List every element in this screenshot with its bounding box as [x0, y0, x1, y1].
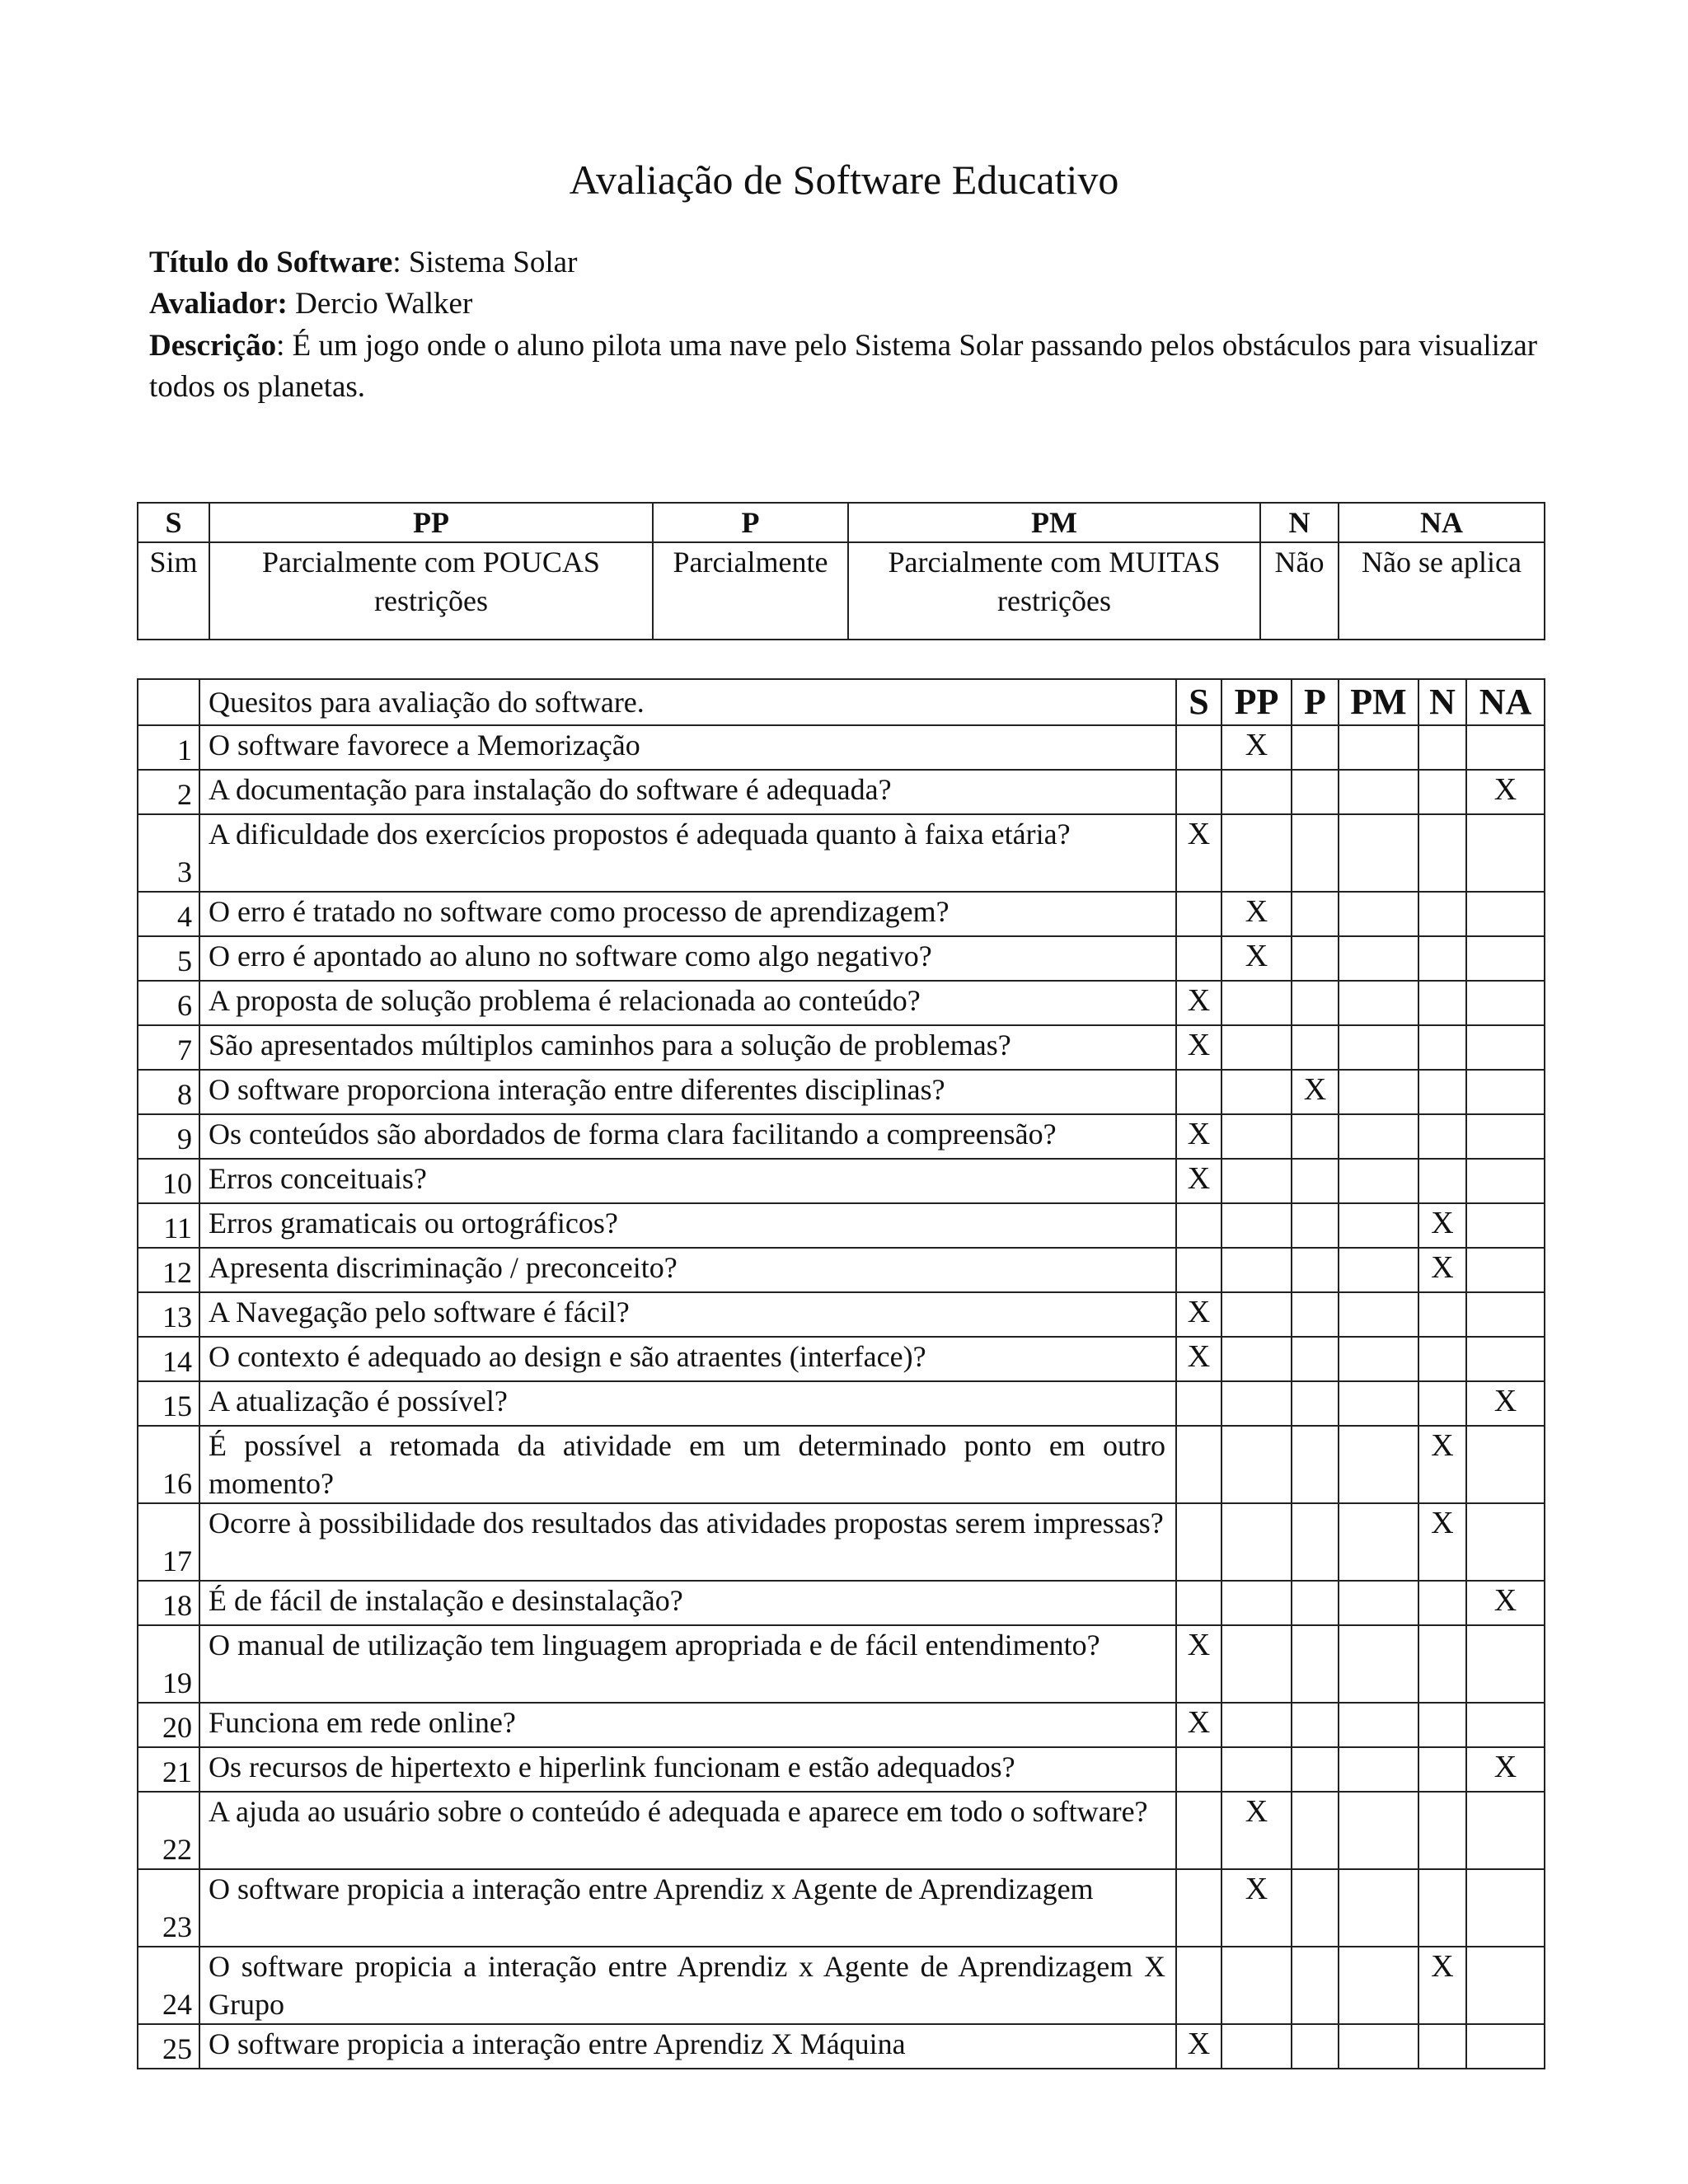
- software-title-label: Título do Software: [149, 246, 393, 279]
- item-number: 17: [138, 1503, 199, 1581]
- rating-cell-pp: [1221, 1381, 1292, 1426]
- rating-cell-p: [1292, 1159, 1339, 1203]
- software-title-value: : Sistema Solar: [392, 246, 578, 279]
- rating-cell-pm: [1339, 1869, 1418, 1947]
- legend-codes-row: [138, 503, 1545, 542]
- rating-cell-pm: [1339, 1292, 1418, 1337]
- rating-cell-pm: [1339, 1114, 1418, 1159]
- legend-code: N: [1260, 503, 1339, 542]
- rating-cell-na: X: [1466, 1581, 1545, 1625]
- rating-cell-s: X: [1176, 981, 1221, 1025]
- rating-cell-n: X: [1418, 1947, 1466, 2024]
- software-title-line: [149, 242, 1550, 284]
- rating-cell-pm: [1339, 1159, 1418, 1203]
- item-question: A documentação para instalação do software é adequada?: [199, 770, 1176, 814]
- rating-cell-pp: [1221, 1625, 1292, 1703]
- column-header: P: [1292, 679, 1339, 725]
- item-number: 24: [138, 1947, 199, 2024]
- item-question: O software propicia a interação entre Aprendiz x Agente de Aprendizagem X Grupo: [199, 1947, 1176, 2024]
- rating-cell-pp: [1221, 1248, 1292, 1292]
- rating-cell-pp: X: [1221, 1869, 1292, 1947]
- table-row: [138, 1869, 1545, 1947]
- rating-cell-pm: [1339, 1203, 1418, 1248]
- rating-cell-n: X: [1418, 1503, 1466, 1581]
- rating-cell-pp: X: [1221, 936, 1292, 981]
- legend-code: S: [138, 503, 209, 542]
- item-number: 21: [138, 1747, 199, 1792]
- rating-cell-n: [1418, 981, 1466, 1025]
- rating-cell-p: [1292, 1337, 1339, 1381]
- table-row: [138, 981, 1545, 1025]
- item-question: É de fácil de instalação e desinstalação?: [199, 1581, 1176, 1625]
- rating-cell-pp: [1221, 770, 1292, 814]
- rating-cell-pm: [1339, 1747, 1418, 1792]
- item-question: A proposta de solução problema é relacionada ao conteúdo?: [199, 981, 1176, 1025]
- legend-meanings-row: [138, 542, 1545, 640]
- rating-cell-s: X: [1176, 2024, 1221, 2069]
- rating-cell-p: [1292, 1503, 1339, 1581]
- item-number: 18: [138, 1581, 199, 1625]
- item-number: 9: [138, 1114, 199, 1159]
- table-row: [138, 725, 1545, 770]
- rating-cell-n: [1418, 1114, 1466, 1159]
- rating-cell-s: [1176, 1747, 1221, 1792]
- rating-cell-pm: [1339, 1337, 1418, 1381]
- rating-cell-na: [1466, 2024, 1545, 2069]
- item-number: 11: [138, 1203, 199, 1248]
- description-label: Descrição: [149, 329, 277, 363]
- table-row: [138, 936, 1545, 981]
- item-number: 4: [138, 892, 199, 936]
- rating-cell-pm: [1339, 1070, 1418, 1114]
- rating-cell-pp: [1221, 1703, 1292, 1747]
- legend-meaning: Parcialmente: [653, 542, 848, 640]
- rating-cell-na: [1466, 892, 1545, 936]
- rating-cell-pm: [1339, 1792, 1418, 1869]
- rating-cell-s: X: [1176, 1025, 1221, 1070]
- evaluator-line: [149, 284, 1550, 325]
- table-row: [138, 1947, 1545, 2024]
- rating-cell-s: X: [1176, 1114, 1221, 1159]
- item-number: 3: [138, 814, 199, 892]
- rating-cell-n: [1418, 892, 1466, 936]
- rating-cell-pp: [1221, 1947, 1292, 2024]
- rating-cell-pm: [1339, 1947, 1418, 2024]
- rating-cell-na: [1466, 1947, 1545, 2024]
- evaluation-header-row: [138, 679, 1545, 725]
- rating-cell-pp: [1221, 1581, 1292, 1625]
- rating-cell-na: X: [1466, 1381, 1545, 1426]
- rating-cell-pm: [1339, 936, 1418, 981]
- rating-cell-n: [1418, 1070, 1466, 1114]
- rating-cell-pp: X: [1221, 1792, 1292, 1869]
- item-number: 23: [138, 1869, 199, 1947]
- evaluation-table: [137, 678, 1545, 2069]
- rating-cell-na: [1466, 1792, 1545, 1869]
- rating-cell-n: [1418, 1792, 1466, 1869]
- item-question: A atualização é possível?: [199, 1381, 1176, 1426]
- rating-cell-s: [1176, 725, 1221, 770]
- legend-code: PM: [848, 503, 1260, 542]
- table-row: [138, 770, 1545, 814]
- evaluator-value: Dercio Walker: [287, 287, 473, 321]
- evaluation-body: [138, 679, 1545, 2069]
- item-number: 7: [138, 1025, 199, 1070]
- table-row: [138, 1292, 1545, 1337]
- rating-cell-pm: [1339, 770, 1418, 814]
- item-number: 19: [138, 1625, 199, 1703]
- item-number: 12: [138, 1248, 199, 1292]
- rating-cell-pp: X: [1221, 725, 1292, 770]
- rating-cell-pp: [1221, 1203, 1292, 1248]
- rating-cell-pm: [1339, 1025, 1418, 1070]
- rating-cell-s: X: [1176, 1292, 1221, 1337]
- item-number: 10: [138, 1159, 199, 1203]
- rating-cell-p: [1292, 1025, 1339, 1070]
- item-question: Ocorre à possibilidade dos resultados das atividades propostas serem impressas?: [199, 1503, 1176, 1581]
- item-question: Erros gramaticais ou ortográficos?: [199, 1203, 1176, 1248]
- table-row: [138, 1792, 1545, 1869]
- item-number: 1: [138, 725, 199, 770]
- rating-cell-p: [1292, 1581, 1339, 1625]
- rating-cell-p: [1292, 1203, 1339, 1248]
- table-row: [138, 1070, 1545, 1114]
- rating-cell-n: [1418, 1747, 1466, 1792]
- rating-cell-p: [1292, 725, 1339, 770]
- rating-cell-s: [1176, 1503, 1221, 1581]
- rating-cell-pp: [1221, 1070, 1292, 1114]
- rating-cell-pm: [1339, 892, 1418, 936]
- table-row: [138, 1025, 1545, 1070]
- number-header: [138, 679, 199, 725]
- item-question: O erro é tratado no software como processo de aprendizagem?: [199, 892, 1176, 936]
- table-row: [138, 892, 1545, 936]
- item-question: O contexto é adequado ao design e são atraentes (interface)?: [199, 1337, 1176, 1381]
- rating-cell-pm: [1339, 1381, 1418, 1426]
- table-row: [138, 1503, 1545, 1581]
- rating-cell-na: X: [1466, 1747, 1545, 1792]
- legend-meaning: Parcialmente com POUCAS restrições: [209, 542, 653, 640]
- rating-cell-pp: [1221, 1025, 1292, 1070]
- page-title: Avaliação de Software Educativo: [569, 157, 1119, 203]
- rating-cell-s: [1176, 1947, 1221, 2024]
- rating-cell-p: [1292, 1248, 1339, 1292]
- rating-cell-p: [1292, 936, 1339, 981]
- rating-cell-pp: [1221, 1159, 1292, 1203]
- rating-cell-na: [1466, 1503, 1545, 1581]
- item-number: 6: [138, 981, 199, 1025]
- rating-cell-p: [1292, 1114, 1339, 1159]
- legend-meaning: Não se aplica: [1339, 542, 1545, 640]
- item-number: 16: [138, 1426, 199, 1503]
- rating-cell-p: [1292, 1747, 1339, 1792]
- rating-cell-pm: [1339, 2024, 1418, 2069]
- rating-cell-s: X: [1176, 1625, 1221, 1703]
- rating-cell-s: [1176, 1203, 1221, 1248]
- rating-cell-na: [1466, 1426, 1545, 1503]
- rating-cell-pm: [1339, 1248, 1418, 1292]
- item-question: O software favorece a Memorização: [199, 725, 1176, 770]
- item-number: 15: [138, 1381, 199, 1426]
- table-row: [138, 1114, 1545, 1159]
- item-question: O software proporciona interação entre diferentes disciplinas?: [199, 1070, 1176, 1114]
- rating-cell-na: [1466, 1337, 1545, 1381]
- rating-cell-p: [1292, 1426, 1339, 1503]
- rating-cell-n: [1418, 1581, 1466, 1625]
- rating-cell-na: [1466, 981, 1545, 1025]
- rating-cell-pm: [1339, 725, 1418, 770]
- rating-cell-na: [1466, 1114, 1545, 1159]
- rating-cell-s: [1176, 1581, 1221, 1625]
- item-question: Os recursos de hipertexto e hiperlink funcionam e estão adequados?: [199, 1747, 1176, 1792]
- table-row: [138, 1747, 1545, 1792]
- rating-cell-p: [1292, 1869, 1339, 1947]
- item-number: 14: [138, 1337, 199, 1381]
- evaluator-label: Avaliador:: [149, 287, 288, 321]
- rating-cell-pm: [1339, 814, 1418, 892]
- table-row: [138, 1581, 1545, 1625]
- rating-cell-s: [1176, 1381, 1221, 1426]
- item-number: 22: [138, 1792, 199, 1869]
- rating-cell-pp: X: [1221, 892, 1292, 936]
- description-value: : É um jogo onde o aluno pilota uma nave pelo Sistema Solar passando pelos obstáculos para visualizar todos os planetas.: [149, 329, 1538, 404]
- rating-cell-s: [1176, 1248, 1221, 1292]
- rating-cell-n: [1418, 1869, 1466, 1947]
- table-row: [138, 1426, 1545, 1503]
- item-question: A dificuldade dos exercícios propostos é adequada quanto à faixa etária?: [199, 814, 1176, 892]
- rating-cell-pp: [1221, 1337, 1292, 1381]
- rating-cell-na: [1466, 814, 1545, 892]
- legend-code: P: [653, 503, 848, 542]
- column-header: N: [1418, 679, 1466, 725]
- table-row: [138, 1159, 1545, 1203]
- rating-cell-na: [1466, 1159, 1545, 1203]
- rating-cell-pm: [1339, 1581, 1418, 1625]
- item-question: Erros conceituais?: [199, 1159, 1176, 1203]
- column-header: PM: [1339, 679, 1418, 725]
- legend-meaning: Não: [1260, 542, 1339, 640]
- rating-cell-p: [1292, 1792, 1339, 1869]
- rating-cell-na: [1466, 1248, 1545, 1292]
- item-question: A ajuda ao usuário sobre o conteúdo é adequada e aparece em todo o software?: [199, 1792, 1176, 1869]
- table-row: [138, 1625, 1545, 1703]
- table-row: [138, 2024, 1545, 2069]
- table-row: [138, 1337, 1545, 1381]
- rating-cell-p: X: [1292, 1070, 1339, 1114]
- rating-cell-s: [1176, 892, 1221, 936]
- rating-cell-na: [1466, 1292, 1545, 1337]
- rating-cell-pp: [1221, 1114, 1292, 1159]
- item-number: 25: [138, 2024, 199, 2069]
- description-line: [149, 326, 1550, 408]
- rating-cell-p: [1292, 1947, 1339, 2024]
- rating-cell-n: [1418, 725, 1466, 770]
- rating-cell-na: [1466, 936, 1545, 981]
- rating-cell-p: [1292, 892, 1339, 936]
- rating-cell-s: X: [1176, 814, 1221, 892]
- rating-cell-na: [1466, 1703, 1545, 1747]
- rating-cell-s: X: [1176, 1159, 1221, 1203]
- rating-cell-n: [1418, 1292, 1466, 1337]
- rating-cell-na: [1466, 725, 1545, 770]
- rating-cell-pp: [1221, 981, 1292, 1025]
- legend-meaning: Sim: [138, 542, 209, 640]
- item-number: 2: [138, 770, 199, 814]
- item-question: Os conteúdos são abordados de forma clara facilitando a compreensão?: [199, 1114, 1176, 1159]
- table-row: [138, 1703, 1545, 1747]
- item-question: Funciona em rede online?: [199, 1703, 1176, 1747]
- item-question: Apresenta discriminação / preconceito?: [199, 1248, 1176, 1292]
- table-row: [138, 1203, 1545, 1248]
- rating-cell-pm: [1339, 1625, 1418, 1703]
- rating-cell-n: X: [1418, 1203, 1466, 1248]
- rating-cell-n: X: [1418, 1248, 1466, 1292]
- column-header: NA: [1466, 679, 1545, 725]
- rating-cell-p: [1292, 981, 1339, 1025]
- rating-cell-n: [1418, 1159, 1466, 1203]
- rating-cell-n: [1418, 1381, 1466, 1426]
- table-row: [138, 1248, 1545, 1292]
- rating-cell-n: [1418, 770, 1466, 814]
- rating-cell-pm: [1339, 981, 1418, 1025]
- rating-cell-n: [1418, 1025, 1466, 1070]
- item-question: O manual de utilização tem linguagem apropriada e de fácil entendimento?: [199, 1625, 1176, 1703]
- rating-cell-n: [1418, 2024, 1466, 2069]
- rating-cell-pm: [1339, 1703, 1418, 1747]
- column-header: S: [1176, 679, 1221, 725]
- rating-cell-n: X: [1418, 1426, 1466, 1503]
- column-header: PP: [1221, 679, 1292, 725]
- rating-cell-pp: [1221, 1292, 1292, 1337]
- rating-cell-p: [1292, 1292, 1339, 1337]
- item-question: O erro é apontado ao aluno no software como algo negativo?: [199, 936, 1176, 981]
- rating-cell-pm: [1339, 1503, 1418, 1581]
- question-header: Quesitos para avaliação do software.: [199, 679, 1176, 725]
- rating-cell-pp: [1221, 2024, 1292, 2069]
- legend-table: [137, 502, 1545, 640]
- rating-cell-s: X: [1176, 1337, 1221, 1381]
- rating-cell-s: [1176, 936, 1221, 981]
- rating-cell-n: [1418, 1625, 1466, 1703]
- rating-cell-s: [1176, 1869, 1221, 1947]
- legend-code: PP: [209, 503, 653, 542]
- rating-cell-pp: [1221, 1426, 1292, 1503]
- item-number: 8: [138, 1070, 199, 1114]
- legend-code: NA: [1339, 503, 1545, 542]
- rating-cell-s: [1176, 1426, 1221, 1503]
- rating-cell-na: [1466, 1869, 1545, 1947]
- rating-cell-s: X: [1176, 1703, 1221, 1747]
- item-question: É possível a retomada da atividade em um determinado ponto em outro momento?: [199, 1426, 1176, 1503]
- rating-cell-s: [1176, 1792, 1221, 1869]
- item-number: 5: [138, 936, 199, 981]
- table-row: [138, 1381, 1545, 1426]
- rating-cell-n: [1418, 936, 1466, 981]
- rating-cell-n: [1418, 814, 1466, 892]
- rating-cell-p: [1292, 770, 1339, 814]
- rating-cell-na: [1466, 1203, 1545, 1248]
- item-number: 20: [138, 1703, 199, 1747]
- rating-cell-na: X: [1466, 770, 1545, 814]
- rating-cell-p: [1292, 1625, 1339, 1703]
- item-question: A Navegação pelo software é fácil?: [199, 1292, 1176, 1337]
- rating-cell-na: [1466, 1070, 1545, 1114]
- rating-cell-n: [1418, 1337, 1466, 1381]
- rating-cell-na: [1466, 1025, 1545, 1070]
- rating-cell-p: [1292, 1381, 1339, 1426]
- rating-cell-p: [1292, 814, 1339, 892]
- rating-cell-na: [1466, 1625, 1545, 1703]
- legend-meaning: Parcialmente com MUITAS restrições: [848, 542, 1260, 640]
- item-question: O software propicia a interação entre Aprendiz X Máquina: [199, 2024, 1176, 2069]
- rating-cell-p: [1292, 2024, 1339, 2069]
- rating-cell-pp: [1221, 1747, 1292, 1792]
- item-question: São apresentados múltiplos caminhos para a solução de problemas?: [199, 1025, 1176, 1070]
- rating-cell-pm: [1339, 1426, 1418, 1503]
- rating-cell-p: [1292, 1703, 1339, 1747]
- rating-cell-n: [1418, 1703, 1466, 1747]
- item-number: 13: [138, 1292, 199, 1337]
- table-row: [138, 814, 1545, 892]
- rating-cell-s: [1176, 770, 1221, 814]
- rating-cell-pp: [1221, 1503, 1292, 1581]
- item-question: O software propicia a interação entre Aprendiz x Agente de Aprendizagem: [199, 1869, 1176, 1947]
- rating-cell-pp: [1221, 814, 1292, 892]
- rating-cell-s: [1176, 1070, 1221, 1114]
